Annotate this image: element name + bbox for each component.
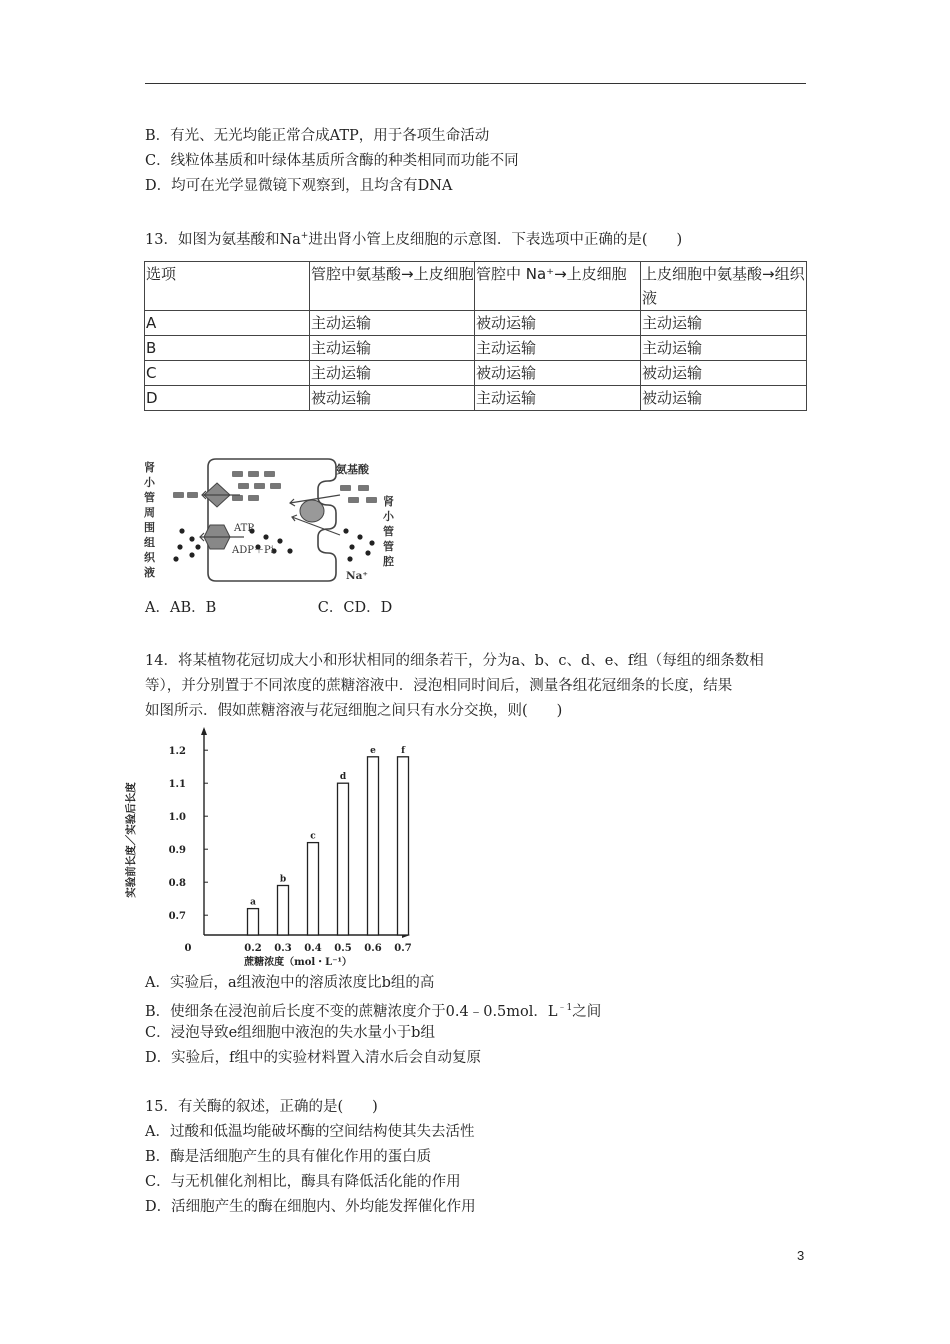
q15-stem: 15．有关酶的叙述，正确的是( ) xyxy=(145,1099,378,1115)
x-tick-label: 0 xyxy=(184,943,192,954)
table-row xyxy=(145,311,807,336)
q15-option-c: C．与无机催化剂相比，酶具有降低活化能的作用 xyxy=(145,1174,461,1190)
bar-label: c xyxy=(310,831,316,842)
y-axis-arrow-icon xyxy=(201,727,207,735)
left-label-char: 液 xyxy=(144,566,155,579)
right-vertical-label xyxy=(383,494,395,568)
left-label-char: 周 xyxy=(144,506,155,519)
header-rule xyxy=(145,83,806,84)
chart-x-axis-label: 蔗糖浓度（mol・L⁻¹） xyxy=(244,957,352,968)
x-tick-label: 0.2 xyxy=(244,943,262,954)
q13-answer-choices: A．AB．B C．CD．D xyxy=(145,600,393,616)
table-cell: 主动运输 xyxy=(641,311,807,336)
y-tick-label: 0.8 xyxy=(168,878,186,890)
table-header-cell: 管腔中 Na⁺→上皮细胞 xyxy=(475,262,641,311)
bar xyxy=(368,757,379,935)
table-header-cell: 上皮细胞中氨基酸→组织液 xyxy=(641,262,807,311)
y-tick-label: 1.0 xyxy=(168,812,186,824)
q14-option-a: A．实验后，a组液泡中的溶质浓度比b组的高 xyxy=(145,975,435,991)
y-tick-label: 0.7 xyxy=(168,911,186,923)
q15-option-a: A．过酸和低温均能破坏酶的空间结构使其失去活性 xyxy=(145,1124,475,1140)
table-cell: 主动运输 xyxy=(310,336,475,361)
left-label-char: 织 xyxy=(144,551,155,564)
q15-option-b: B．酶是活细胞产生的具有催化作用的蛋白质 xyxy=(145,1149,432,1165)
q14-option-d: D．实验后，f组中的实验材料置入清水后会自动复原 xyxy=(145,1050,481,1066)
right-label-char: 管 xyxy=(383,525,394,538)
left-label-char: 肾 xyxy=(144,461,155,474)
table-cell: B xyxy=(145,336,310,361)
table-cell: C xyxy=(145,361,310,386)
table-cell: A xyxy=(145,311,310,336)
bar xyxy=(398,757,409,935)
y-tick-label: 1.2 xyxy=(168,746,186,758)
table-cell: 被动运输 xyxy=(641,386,807,411)
amino-acid-label: 氨基酸 xyxy=(336,463,369,476)
q14-option-b-tail: 之间 xyxy=(572,1003,602,1020)
q12-option-b: B．有光、无光均能正常合成ATP，用于各项生命活动 xyxy=(145,128,490,144)
bar xyxy=(308,843,319,935)
table-cell: 被动运输 xyxy=(475,361,641,386)
y-tick-label: 1.1 xyxy=(168,779,186,791)
sucrose-bar-chart xyxy=(118,725,418,970)
table-header-cell: 管腔中氨基酸→上皮细胞 xyxy=(310,262,475,311)
x-tick-label: 0.6 xyxy=(364,943,382,954)
table-cell: 被动运输 xyxy=(475,311,641,336)
left-label-char: 围 xyxy=(144,521,155,534)
table-row xyxy=(145,386,807,411)
q14-option-b xyxy=(145,998,601,1022)
q14-stem-line: 等），并分别置于不同浓度的蔗糖溶液中．浸泡相同时间后，测量各组花冠细条的长度，结果 xyxy=(145,678,733,694)
kidney-tubule-diagram xyxy=(140,455,410,595)
chart-bars xyxy=(248,757,409,935)
table-cell: 主动运输 xyxy=(310,361,475,386)
bar xyxy=(278,886,289,936)
atp-label: ATP xyxy=(234,523,255,534)
table-row xyxy=(145,336,807,361)
right-label-char: 管 xyxy=(383,540,394,553)
q13-stem-sup: + xyxy=(300,231,309,241)
left-vertical-label xyxy=(144,460,156,579)
table-header-cell: 选项 xyxy=(145,262,310,311)
q12-option-c: C．线粒体基质和叶绿体基质所含酶的种类相同而功能不同 xyxy=(145,153,519,169)
left-label-char: 组 xyxy=(144,536,155,549)
bar-label: f xyxy=(401,745,405,756)
q13-options-table xyxy=(144,261,807,411)
bar-label: a xyxy=(250,897,256,908)
y-tick-label: 0.9 xyxy=(168,845,186,857)
table-header-row xyxy=(145,262,807,311)
table-cell: 被动运输 xyxy=(641,361,807,386)
x-tick-label: 0.3 xyxy=(274,943,292,954)
table-row xyxy=(145,361,807,386)
page-number: 3 xyxy=(797,1248,805,1263)
table-cell: 主动运输 xyxy=(641,336,807,361)
right-label-char: 小 xyxy=(383,510,394,523)
adp-label: ADP＋Pi xyxy=(232,545,274,556)
x-tick-label: 0.4 xyxy=(304,943,322,954)
q13-stem-pre: 13．如图为氨基酸和Na xyxy=(145,231,301,248)
left-label-char: 管 xyxy=(144,491,155,504)
q14-option-c: C．浸泡导致e组细胞中液泡的失水量小于b组 xyxy=(145,1025,435,1041)
table-cell: 主动运输 xyxy=(310,311,475,336)
q13-stem xyxy=(145,226,682,250)
bar-label: d xyxy=(339,772,347,783)
q12-option-d: D．均可在光学显微镜下观察到，且均含有DNA xyxy=(145,178,453,194)
table-cell: 主动运输 xyxy=(475,386,641,411)
q14-stem-line: 如图所示．假如蔗糖溶液与花冠细胞之间只有水分交换，则( ) xyxy=(145,703,563,719)
q14-option-b-text: B．使细条在浸泡前后长度不变的蔗糖浓度介于0.4﹣0.5mol．L xyxy=(145,1003,558,1020)
q13-stem-post: 进出肾小管上皮细胞的示意图．下表选项中正确的是( ) xyxy=(308,231,683,248)
table-cell: D xyxy=(145,386,310,411)
na-label: Na⁺ xyxy=(346,570,368,582)
chart-y-axis-label: 实验前长度／实验后长度 xyxy=(125,782,137,898)
right-label-char: 腔 xyxy=(383,555,394,568)
q15-option-d: D．活细胞产生的酶在细胞内、外均能发挥催化作用 xyxy=(145,1199,476,1215)
x-tick-label: 0.7 xyxy=(394,943,412,954)
right-label-char: 肾 xyxy=(383,495,394,508)
bar-label: b xyxy=(279,874,287,885)
left-label-char: 小 xyxy=(144,476,155,489)
q14-option-b-sup: ﹣1 xyxy=(557,1003,573,1013)
table-cell: 被动运输 xyxy=(310,386,475,411)
apical-carrier-icon xyxy=(300,500,324,522)
bar xyxy=(248,909,259,935)
q14-stem-line: 14．将某植物花冠切成大小和形状相同的细条若干，分为a、b、c、d、e、f组（每组的细条数相 xyxy=(145,653,764,669)
table-cell: 主动运输 xyxy=(475,336,641,361)
bar-label: e xyxy=(370,745,376,756)
bar xyxy=(338,783,349,935)
x-tick-label: 0.5 xyxy=(334,943,352,954)
